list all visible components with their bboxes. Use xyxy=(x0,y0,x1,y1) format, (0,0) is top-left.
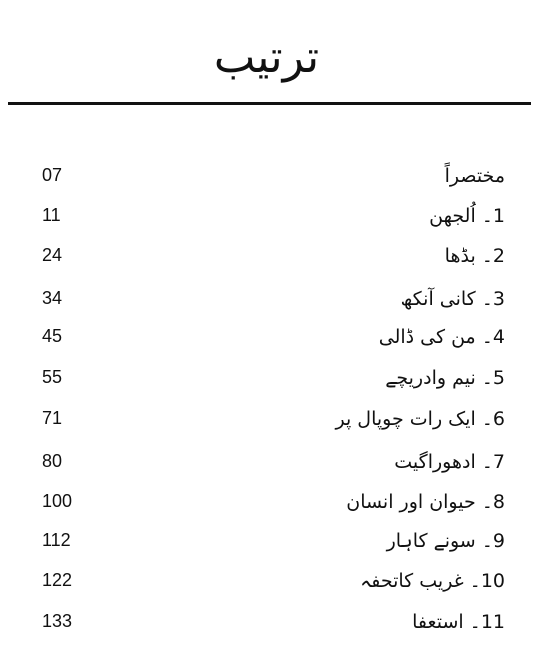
toc-row xyxy=(0,323,533,359)
toc-page-number: 112 xyxy=(42,530,71,550)
toc-entry-title: 4۔ من کی ڈالی xyxy=(378,326,505,348)
toc-page-number: 71 xyxy=(42,408,63,428)
toc-page-number: 34 xyxy=(42,288,63,308)
toc-entry-title: 1۔ اُلجھن xyxy=(429,205,505,227)
toc-entry-title: مختصراً xyxy=(444,165,505,187)
toc-page-number: 55 xyxy=(42,367,63,387)
toc-row xyxy=(0,202,533,238)
toc-row xyxy=(0,608,533,644)
toc-row xyxy=(0,567,533,603)
toc-entry-title: 9۔ سونے کاہار xyxy=(386,530,505,552)
toc-entry-title: 8۔ حیوان اور انسان xyxy=(346,491,505,513)
toc-row xyxy=(0,285,533,321)
toc-row xyxy=(0,162,533,198)
toc-entry-title: 6۔ ایک رات چوپال پر xyxy=(335,408,505,430)
toc-page-number: 80 xyxy=(42,451,63,471)
toc-entry-title: 7۔ ادھوراگیت xyxy=(394,451,505,473)
toc-page-number: 11 xyxy=(42,205,61,225)
toc-row xyxy=(0,527,533,563)
toc-row xyxy=(0,242,533,278)
toc-page-number: 122 xyxy=(42,570,73,590)
toc-entry-title: 10۔ غریب کاتحفہ xyxy=(360,570,505,592)
toc-row xyxy=(0,364,533,400)
page-title: ترتیب xyxy=(213,32,320,83)
toc-row xyxy=(0,488,533,524)
toc-page-number: 133 xyxy=(42,611,73,631)
toc-entry-title: 3۔ کانی آنکھ xyxy=(400,288,505,310)
toc-page-number: 24 xyxy=(42,245,63,265)
toc-entry-title: 11۔ استعفا xyxy=(412,611,505,633)
toc-entry-title: 2۔ بڈھا xyxy=(444,245,505,267)
toc-row xyxy=(0,405,533,441)
toc-entry-title: 5۔ نیم وادریچے xyxy=(385,367,505,389)
toc-page-number: 100 xyxy=(42,491,73,511)
toc-page-number: 45 xyxy=(42,326,63,346)
toc-page-number: 07 xyxy=(42,165,63,185)
toc-row xyxy=(0,448,533,484)
